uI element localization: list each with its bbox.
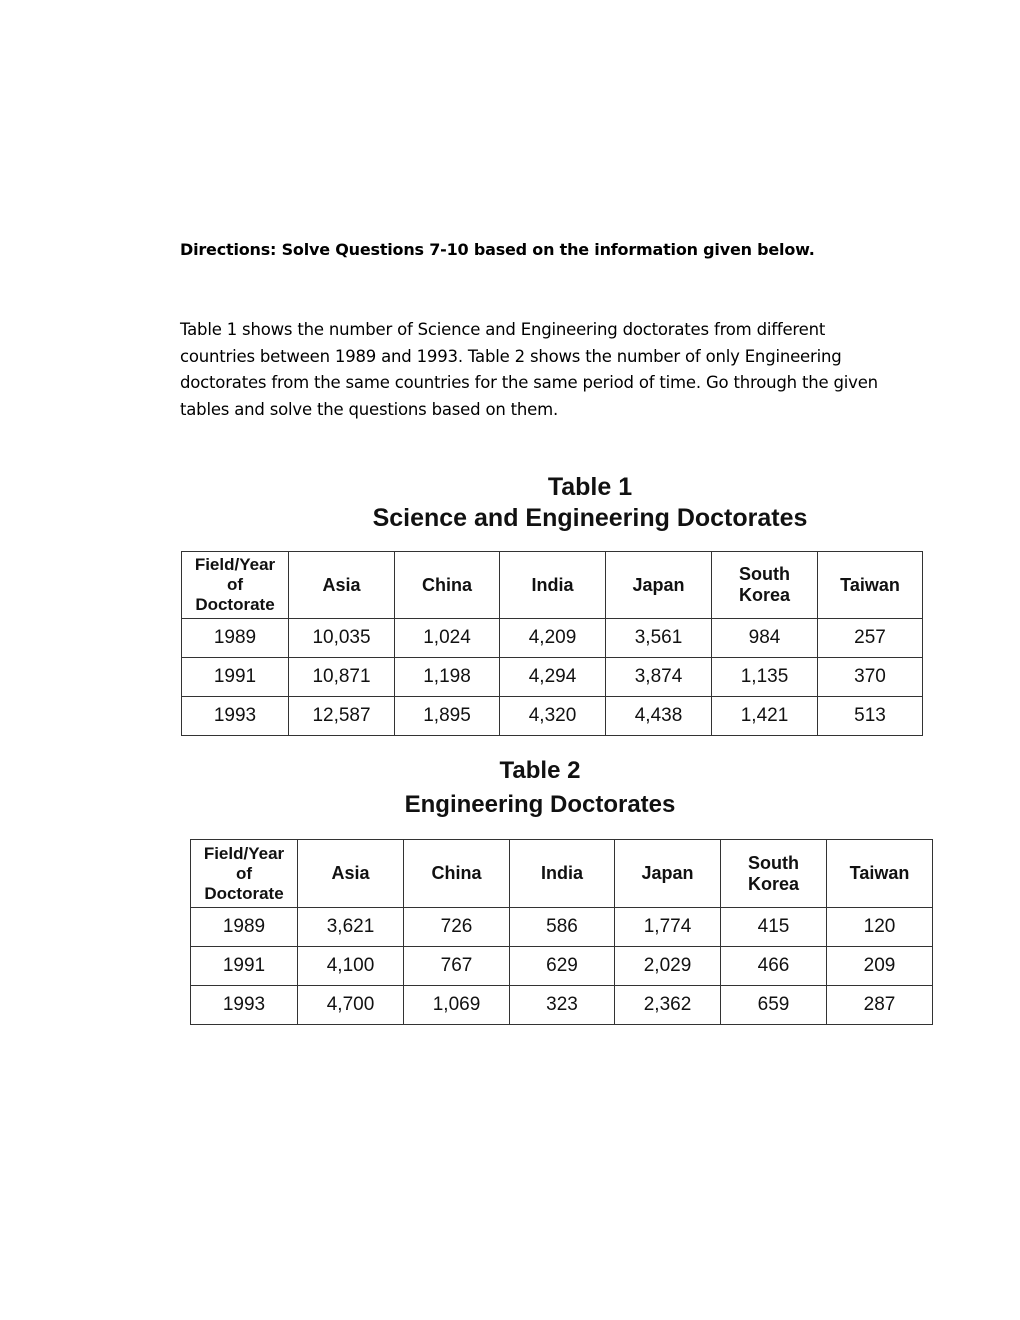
header-south-line: South <box>739 564 790 584</box>
table2-cell-year: 1991 <box>191 947 298 986</box>
table2-cell-india: 586 <box>510 908 615 947</box>
table1-title-number: Table 1 <box>547 473 633 501</box>
table2-header-row <box>191 840 933 908</box>
table2-cell-asia: 4,700 <box>298 986 404 1025</box>
header-korea-line: Korea <box>747 873 800 894</box>
table1-cell-taiwan: 257 <box>818 619 923 658</box>
table2-cell-south-korea: 466 <box>721 947 827 986</box>
table1-cell-asia: 10,871 <box>289 658 395 697</box>
table1-cell-asia: 10,035 <box>289 619 395 658</box>
table2-cell-japan: 2,362 <box>615 986 721 1025</box>
table1 <box>181 551 923 736</box>
table2-cell-taiwan: 209 <box>827 947 933 986</box>
table1-cell-india: 4,294 <box>500 658 606 697</box>
table1-header-japan: Japan <box>606 552 712 619</box>
table2-cell-asia: 3,621 <box>298 908 404 947</box>
header-south-line: South <box>748 852 799 873</box>
header-field-line: Field/Year <box>203 843 285 863</box>
table1-cell-india: 4,320 <box>500 697 606 736</box>
table2-cell-china: 767 <box>404 947 510 986</box>
table2-cell-china: 1,069 <box>404 986 510 1025</box>
table1-cell-china: 1,024 <box>395 619 500 658</box>
table1-cell-south-korea: 1,135 <box>712 658 818 697</box>
table2-cell-japan: 1,774 <box>615 908 721 947</box>
table2-header-india: India <box>510 840 615 908</box>
header-of-line: of <box>226 575 244 594</box>
table1-cell-taiwan: 513 <box>818 697 923 736</box>
table1-header-asia: Asia <box>289 552 395 619</box>
table1-cell-japan: 3,561 <box>606 619 712 658</box>
table1-cell-taiwan: 370 <box>818 658 923 697</box>
table2-title-number: Table 2 <box>499 757 581 784</box>
table1-header-india: India <box>500 552 606 619</box>
table2-header-field-year <box>191 840 298 908</box>
table2-header-japan: Japan <box>615 840 721 908</box>
table2-cell-asia: 4,100 <box>298 947 404 986</box>
table2-header-china: China <box>404 840 510 908</box>
header-of-line: of <box>235 863 253 883</box>
table1-cell-year: 1989 <box>182 619 289 658</box>
header-korea-line: Korea <box>738 585 791 605</box>
table1-header-taiwan: Taiwan <box>818 552 923 619</box>
table-row <box>191 986 933 1025</box>
table2-header-south-korea <box>721 840 827 908</box>
table2-cell-year: 1993 <box>191 986 298 1025</box>
table2-cell-india: 323 <box>510 986 615 1025</box>
table-row <box>182 658 923 697</box>
table2-cell-japan: 2,029 <box>615 947 721 986</box>
table1-cell-year: 1991 <box>182 658 289 697</box>
table1-cell-asia: 12,587 <box>289 697 395 736</box>
table2-title-caption: Engineering Doctorates <box>404 791 676 818</box>
table2-cell-south-korea: 659 <box>721 986 827 1025</box>
directions-heading: Directions: Solve Questions 7-10 based on the information given below. <box>180 240 815 259</box>
header-doctorate-line: Doctorate <box>195 595 275 614</box>
table1-cell-south-korea: 1,421 <box>712 697 818 736</box>
table2-cell-india: 629 <box>510 947 615 986</box>
table2-cell-south-korea: 415 <box>721 908 827 947</box>
table1-cell-south-korea: 984 <box>712 619 818 658</box>
table-row <box>182 697 923 736</box>
table-row <box>191 908 933 947</box>
table2-cell-year: 1989 <box>191 908 298 947</box>
table1-header-field-year <box>182 552 289 619</box>
header-field-line: Field/Year <box>194 555 276 574</box>
table2 <box>190 839 933 1025</box>
table-row <box>182 619 923 658</box>
table1-title <box>340 472 840 534</box>
table2-cell-taiwan: 287 <box>827 986 933 1025</box>
table2-header-taiwan: Taiwan <box>827 840 933 908</box>
table1-header-china: China <box>395 552 500 619</box>
table1-cell-year: 1993 <box>182 697 289 736</box>
table1-cell-japan: 3,874 <box>606 658 712 697</box>
table-row <box>191 947 933 986</box>
table1-title-caption: Science and Engineering Doctorates <box>372 504 808 532</box>
table1-cell-china: 1,895 <box>395 697 500 736</box>
table1-cell-china: 1,198 <box>395 658 500 697</box>
table1-cell-india: 4,209 <box>500 619 606 658</box>
table1-cell-japan: 4,438 <box>606 697 712 736</box>
table1-header-south-korea <box>712 552 818 619</box>
table2-header-asia: Asia <box>298 840 404 908</box>
intro-paragraph: Table 1 shows the number of Science and Engineering doctorates from different countries between 1989 and 1993. Table 2 shows the number of only Engineering doctorates from the same countries for the same period of time. Go through the given tables and solve the questions based on them. <box>180 320 878 419</box>
table2-cell-taiwan: 120 <box>827 908 933 947</box>
header-doctorate-line: Doctorate <box>204 883 284 903</box>
table2-cell-china: 726 <box>404 908 510 947</box>
table2-title <box>290 754 790 822</box>
table1-header-row <box>182 552 923 619</box>
